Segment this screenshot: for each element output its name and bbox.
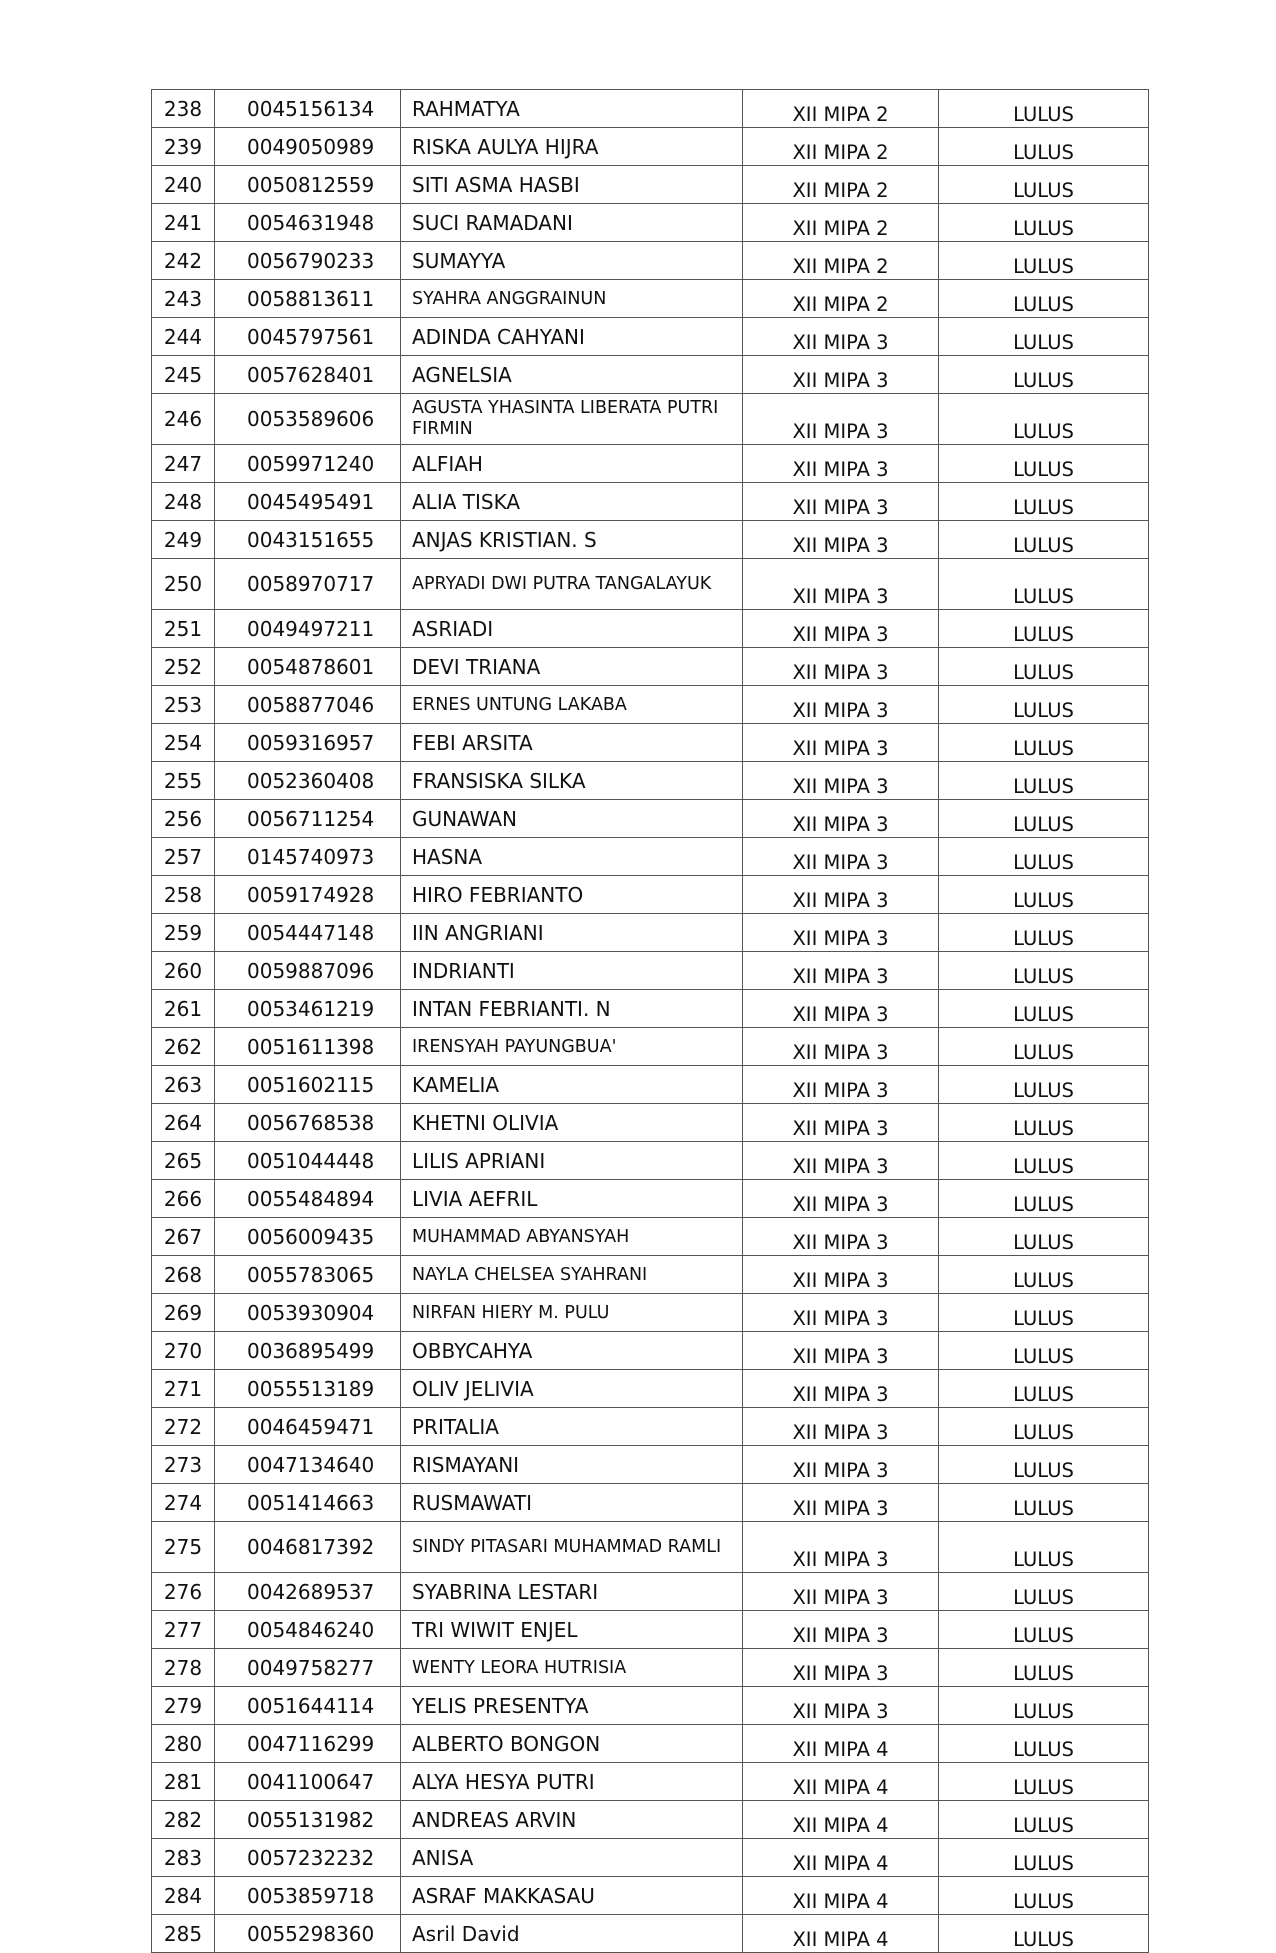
class-cell: XII MIPA 3 bbox=[743, 838, 939, 876]
table-row bbox=[152, 724, 1149, 762]
table-row bbox=[152, 1522, 1149, 1573]
result-cell: LULUS bbox=[939, 1294, 1149, 1332]
table-row bbox=[152, 914, 1149, 952]
class-cell: XII MIPA 3 bbox=[743, 1687, 939, 1725]
student-name-cell: GUNAWAN bbox=[401, 800, 743, 838]
result-cell: LULUS bbox=[939, 1370, 1149, 1408]
row-number-cell: 278 bbox=[152, 1649, 215, 1687]
row-number-cell: 270 bbox=[152, 1332, 215, 1370]
student-name-cell: KAMELIA bbox=[401, 1066, 743, 1104]
table-row bbox=[152, 1484, 1149, 1522]
student-name-cell: KHETNI OLIVIA bbox=[401, 1104, 743, 1142]
result-cell: LULUS bbox=[939, 1687, 1149, 1725]
student-name-cell: Asril David bbox=[401, 1915, 743, 1953]
table-row bbox=[152, 1294, 1149, 1332]
result-cell: LULUS bbox=[939, 1408, 1149, 1446]
class-cell: XII MIPA 2 bbox=[743, 166, 939, 204]
nisn-cell: 0054631948 bbox=[215, 204, 401, 242]
result-cell: LULUS bbox=[939, 1839, 1149, 1877]
table-row bbox=[152, 1142, 1149, 1180]
table-row bbox=[152, 166, 1149, 204]
table-row bbox=[152, 1332, 1149, 1370]
row-number-cell: 257 bbox=[152, 838, 215, 876]
row-number-cell: 247 bbox=[152, 445, 215, 483]
row-number-cell: 252 bbox=[152, 648, 215, 686]
nisn-cell: 0053461219 bbox=[215, 990, 401, 1028]
class-cell: XII MIPA 3 bbox=[743, 1256, 939, 1294]
class-cell: XII MIPA 3 bbox=[743, 521, 939, 559]
student-name-cell: NAYLA CHELSEA SYAHRANI bbox=[401, 1256, 743, 1294]
student-name-cell: SINDY PITASARI MUHAMMAD RAMLI bbox=[401, 1522, 743, 1573]
table-row bbox=[152, 990, 1149, 1028]
student-name-cell: SUCI RAMADANI bbox=[401, 204, 743, 242]
table-row bbox=[152, 1839, 1149, 1877]
student-name-cell: SYAHRA ANGGRAINUN bbox=[401, 280, 743, 318]
student-name-cell: IRENSYAH PAYUNGBUA' bbox=[401, 1028, 743, 1066]
row-number-cell: 254 bbox=[152, 724, 215, 762]
row-number-cell: 249 bbox=[152, 521, 215, 559]
class-cell: XII MIPA 3 bbox=[743, 762, 939, 800]
result-cell: LULUS bbox=[939, 1332, 1149, 1370]
row-number-cell: 246 bbox=[152, 394, 215, 445]
student-name-cell: NIRFAN HIERY M. PULU bbox=[401, 1294, 743, 1332]
table-row bbox=[152, 610, 1149, 648]
row-number-cell: 258 bbox=[152, 876, 215, 914]
nisn-cell: 0053930904 bbox=[215, 1294, 401, 1332]
row-number-cell: 245 bbox=[152, 356, 215, 394]
result-cell: LULUS bbox=[939, 1877, 1149, 1915]
nisn-cell: 0056790233 bbox=[215, 242, 401, 280]
table-row bbox=[152, 1256, 1149, 1294]
nisn-cell: 0055484894 bbox=[215, 1180, 401, 1218]
nisn-cell: 0049050989 bbox=[215, 128, 401, 166]
table-row bbox=[152, 483, 1149, 521]
row-number-cell: 269 bbox=[152, 1294, 215, 1332]
table-row bbox=[152, 800, 1149, 838]
student-name-cell: ALYA HESYA PUTRI bbox=[401, 1763, 743, 1801]
result-cell: LULUS bbox=[939, 356, 1149, 394]
table-row bbox=[152, 762, 1149, 800]
row-number-cell: 283 bbox=[152, 1839, 215, 1877]
result-cell: LULUS bbox=[939, 724, 1149, 762]
nisn-cell: 0047116299 bbox=[215, 1725, 401, 1763]
row-number-cell: 280 bbox=[152, 1725, 215, 1763]
nisn-cell: 0054447148 bbox=[215, 914, 401, 952]
table-row bbox=[152, 204, 1149, 242]
result-cell: LULUS bbox=[939, 990, 1149, 1028]
student-name-cell: ALFIAH bbox=[401, 445, 743, 483]
class-cell: XII MIPA 3 bbox=[743, 1180, 939, 1218]
class-cell: XII MIPA 3 bbox=[743, 1573, 939, 1611]
nisn-cell: 0051611398 bbox=[215, 1028, 401, 1066]
nisn-cell: 0056768538 bbox=[215, 1104, 401, 1142]
table-row bbox=[152, 1611, 1149, 1649]
row-number-cell: 260 bbox=[152, 952, 215, 990]
nisn-cell: 0059887096 bbox=[215, 952, 401, 990]
table-row bbox=[152, 394, 1149, 445]
table-row bbox=[152, 1370, 1149, 1408]
table-row bbox=[152, 1180, 1149, 1218]
result-cell: LULUS bbox=[939, 914, 1149, 952]
row-number-cell: 268 bbox=[152, 1256, 215, 1294]
class-cell: XII MIPA 4 bbox=[743, 1763, 939, 1801]
student-name-cell: TRI WIWIT ENJEL bbox=[401, 1611, 743, 1649]
nisn-cell: 0051644114 bbox=[215, 1687, 401, 1725]
table-row bbox=[152, 559, 1149, 610]
result-cell: LULUS bbox=[939, 1763, 1149, 1801]
row-number-cell: 253 bbox=[152, 686, 215, 724]
row-number-cell: 274 bbox=[152, 1484, 215, 1522]
student-name-cell: IIN ANGRIANI bbox=[401, 914, 743, 952]
table-row bbox=[152, 1763, 1149, 1801]
student-name-cell: RISKA AULYA HIJRA bbox=[401, 128, 743, 166]
student-name-cell: YELIS PRESENTYA bbox=[401, 1687, 743, 1725]
student-name-cell: RAHMATYA bbox=[401, 90, 743, 128]
student-name-cell: SITI ASMA HASBI bbox=[401, 166, 743, 204]
result-cell: LULUS bbox=[939, 1725, 1149, 1763]
class-cell: XII MIPA 3 bbox=[743, 1294, 939, 1332]
class-cell: XII MIPA 3 bbox=[743, 1104, 939, 1142]
class-cell: XII MIPA 4 bbox=[743, 1877, 939, 1915]
row-number-cell: 238 bbox=[152, 90, 215, 128]
row-number-cell: 241 bbox=[152, 204, 215, 242]
result-cell: LULUS bbox=[939, 1180, 1149, 1218]
nisn-cell: 0047134640 bbox=[215, 1446, 401, 1484]
table-row bbox=[152, 521, 1149, 559]
result-cell: LULUS bbox=[939, 800, 1149, 838]
student-name-cell: HIRO FEBRIANTO bbox=[401, 876, 743, 914]
nisn-cell: 0055298360 bbox=[215, 1915, 401, 1953]
class-cell: XII MIPA 3 bbox=[743, 1028, 939, 1066]
student-name-cell: INTAN FEBRIANTI. N bbox=[401, 990, 743, 1028]
table-row bbox=[152, 952, 1149, 990]
student-name-cell: MUHAMMAD ABYANSYAH bbox=[401, 1218, 743, 1256]
table-row bbox=[152, 838, 1149, 876]
student-name-cell: ERNES UNTUNG LAKABA bbox=[401, 686, 743, 724]
result-cell: LULUS bbox=[939, 1522, 1149, 1573]
result-cell: LULUS bbox=[939, 1446, 1149, 1484]
class-cell: XII MIPA 4 bbox=[743, 1915, 939, 1953]
result-cell: LULUS bbox=[939, 1801, 1149, 1839]
student-name-cell: ADINDA CAHYANI bbox=[401, 318, 743, 356]
student-name-cell: DEVI TRIANA bbox=[401, 648, 743, 686]
nisn-cell: 0050812559 bbox=[215, 166, 401, 204]
student-name-cell: SYABRINA LESTARI bbox=[401, 1573, 743, 1611]
row-number-cell: 251 bbox=[152, 610, 215, 648]
result-cell: LULUS bbox=[939, 445, 1149, 483]
row-number-cell: 284 bbox=[152, 1877, 215, 1915]
student-name-cell: HASNA bbox=[401, 838, 743, 876]
nisn-cell: 0057232232 bbox=[215, 1839, 401, 1877]
row-number-cell: 256 bbox=[152, 800, 215, 838]
table-row bbox=[152, 1066, 1149, 1104]
nisn-cell: 0053859718 bbox=[215, 1877, 401, 1915]
row-number-cell: 281 bbox=[152, 1763, 215, 1801]
student-name-cell: ALIA TISKA bbox=[401, 483, 743, 521]
table-row bbox=[152, 356, 1149, 394]
nisn-cell: 0054878601 bbox=[215, 648, 401, 686]
class-cell: XII MIPA 3 bbox=[743, 1611, 939, 1649]
student-name-cell: ALBERTO BONGON bbox=[401, 1725, 743, 1763]
row-number-cell: 265 bbox=[152, 1142, 215, 1180]
row-number-cell: 242 bbox=[152, 242, 215, 280]
student-name-cell: OLIV JELIVIA bbox=[401, 1370, 743, 1408]
class-cell: XII MIPA 3 bbox=[743, 876, 939, 914]
nisn-cell: 0051414663 bbox=[215, 1484, 401, 1522]
result-cell: LULUS bbox=[939, 204, 1149, 242]
nisn-cell: 0041100647 bbox=[215, 1763, 401, 1801]
result-cell: LULUS bbox=[939, 1142, 1149, 1180]
class-cell: XII MIPA 3 bbox=[743, 1142, 939, 1180]
class-cell: XII MIPA 3 bbox=[743, 952, 939, 990]
result-cell: LULUS bbox=[939, 394, 1149, 445]
result-cell: LULUS bbox=[939, 318, 1149, 356]
class-cell: XII MIPA 4 bbox=[743, 1725, 939, 1763]
table-row bbox=[152, 686, 1149, 724]
table-row bbox=[152, 1408, 1149, 1446]
class-cell: XII MIPA 3 bbox=[743, 318, 939, 356]
class-cell: XII MIPA 2 bbox=[743, 90, 939, 128]
student-name-cell: ANISA bbox=[401, 1839, 743, 1877]
table-row bbox=[152, 128, 1149, 166]
class-cell: XII MIPA 3 bbox=[743, 610, 939, 648]
result-cell: LULUS bbox=[939, 1066, 1149, 1104]
result-cell: LULUS bbox=[939, 1256, 1149, 1294]
class-cell: XII MIPA 3 bbox=[743, 1066, 939, 1104]
nisn-cell: 0058970717 bbox=[215, 559, 401, 610]
row-number-cell: 273 bbox=[152, 1446, 215, 1484]
table-body bbox=[152, 90, 1149, 1953]
nisn-cell: 0051044448 bbox=[215, 1142, 401, 1180]
row-number-cell: 262 bbox=[152, 1028, 215, 1066]
class-cell: XII MIPA 3 bbox=[743, 1218, 939, 1256]
nisn-cell: 0145740973 bbox=[215, 838, 401, 876]
class-cell: XII MIPA 2 bbox=[743, 128, 939, 166]
nisn-cell: 0057628401 bbox=[215, 356, 401, 394]
row-number-cell: 277 bbox=[152, 1611, 215, 1649]
nisn-cell: 0059174928 bbox=[215, 876, 401, 914]
row-number-cell: 264 bbox=[152, 1104, 215, 1142]
row-number-cell: 261 bbox=[152, 990, 215, 1028]
class-cell: XII MIPA 3 bbox=[743, 648, 939, 686]
result-cell: LULUS bbox=[939, 483, 1149, 521]
class-cell: XII MIPA 2 bbox=[743, 280, 939, 318]
result-cell: LULUS bbox=[939, 521, 1149, 559]
nisn-cell: 0058877046 bbox=[215, 686, 401, 724]
nisn-cell: 0059971240 bbox=[215, 445, 401, 483]
nisn-cell: 0049497211 bbox=[215, 610, 401, 648]
result-cell: LULUS bbox=[939, 559, 1149, 610]
result-cell: LULUS bbox=[939, 1915, 1149, 1953]
row-number-cell: 266 bbox=[152, 1180, 215, 1218]
row-number-cell: 239 bbox=[152, 128, 215, 166]
table-row bbox=[152, 1877, 1149, 1915]
table-row bbox=[152, 1573, 1149, 1611]
nisn-cell: 0056009435 bbox=[215, 1218, 401, 1256]
class-cell: XII MIPA 3 bbox=[743, 1484, 939, 1522]
nisn-cell: 0055131982 bbox=[215, 1801, 401, 1839]
graduation-table bbox=[151, 89, 1149, 1953]
student-name-cell: APRYADI DWI PUTRA TANGALAYUK bbox=[401, 559, 743, 610]
row-number-cell: 267 bbox=[152, 1218, 215, 1256]
class-cell: XII MIPA 3 bbox=[743, 800, 939, 838]
row-number-cell: 240 bbox=[152, 166, 215, 204]
result-cell: LULUS bbox=[939, 1104, 1149, 1142]
class-cell: XII MIPA 4 bbox=[743, 1839, 939, 1877]
row-number-cell: 275 bbox=[152, 1522, 215, 1573]
nisn-cell: 0054846240 bbox=[215, 1611, 401, 1649]
class-cell: XII MIPA 3 bbox=[743, 394, 939, 445]
nisn-cell: 0045495491 bbox=[215, 483, 401, 521]
result-cell: LULUS bbox=[939, 280, 1149, 318]
class-cell: XII MIPA 2 bbox=[743, 204, 939, 242]
row-number-cell: 285 bbox=[152, 1915, 215, 1953]
student-name-cell: LIVIA AEFRIL bbox=[401, 1180, 743, 1218]
result-cell: LULUS bbox=[939, 610, 1149, 648]
class-cell: XII MIPA 3 bbox=[743, 1370, 939, 1408]
class-cell: XII MIPA 3 bbox=[743, 356, 939, 394]
nisn-cell: 0042689537 bbox=[215, 1573, 401, 1611]
student-name-cell: ANDREAS ARVIN bbox=[401, 1801, 743, 1839]
table-row bbox=[152, 1649, 1149, 1687]
result-cell: LULUS bbox=[939, 242, 1149, 280]
row-number-cell: 255 bbox=[152, 762, 215, 800]
result-cell: LULUS bbox=[939, 166, 1149, 204]
student-name-cell: ASRAF MAKKASAU bbox=[401, 1877, 743, 1915]
row-number-cell: 243 bbox=[152, 280, 215, 318]
class-cell: XII MIPA 4 bbox=[743, 1801, 939, 1839]
result-cell: LULUS bbox=[939, 876, 1149, 914]
table-row bbox=[152, 876, 1149, 914]
nisn-cell: 0046817392 bbox=[215, 1522, 401, 1573]
student-name-cell: INDRIANTI bbox=[401, 952, 743, 990]
table-row bbox=[152, 1446, 1149, 1484]
nisn-cell: 0036895499 bbox=[215, 1332, 401, 1370]
table-row bbox=[152, 318, 1149, 356]
table-row bbox=[152, 1104, 1149, 1142]
result-cell: LULUS bbox=[939, 1218, 1149, 1256]
row-number-cell: 259 bbox=[152, 914, 215, 952]
table-row bbox=[152, 90, 1149, 128]
class-cell: XII MIPA 3 bbox=[743, 1408, 939, 1446]
nisn-cell: 0053589606 bbox=[215, 394, 401, 445]
row-number-cell: 276 bbox=[152, 1573, 215, 1611]
student-name-cell: OBBYCAHYA bbox=[401, 1332, 743, 1370]
result-cell: LULUS bbox=[939, 90, 1149, 128]
row-number-cell: 248 bbox=[152, 483, 215, 521]
result-cell: LULUS bbox=[939, 128, 1149, 166]
row-number-cell: 282 bbox=[152, 1801, 215, 1839]
class-cell: XII MIPA 3 bbox=[743, 1332, 939, 1370]
class-cell: XII MIPA 3 bbox=[743, 445, 939, 483]
student-name-cell: AGNELSIA bbox=[401, 356, 743, 394]
table-row bbox=[152, 648, 1149, 686]
table-row bbox=[152, 1687, 1149, 1725]
nisn-cell: 0049758277 bbox=[215, 1649, 401, 1687]
class-cell: XII MIPA 3 bbox=[743, 914, 939, 952]
nisn-cell: 0045797561 bbox=[215, 318, 401, 356]
student-name-cell: FRANSISKA SILKA bbox=[401, 762, 743, 800]
student-name-cell: RISMAYANI bbox=[401, 1446, 743, 1484]
nisn-cell: 0045156134 bbox=[215, 90, 401, 128]
student-name-cell: RUSMAWATI bbox=[401, 1484, 743, 1522]
student-name-cell: LILIS APRIANI bbox=[401, 1142, 743, 1180]
row-number-cell: 263 bbox=[152, 1066, 215, 1104]
row-number-cell: 244 bbox=[152, 318, 215, 356]
result-cell: LULUS bbox=[939, 686, 1149, 724]
result-cell: LULUS bbox=[939, 1649, 1149, 1687]
nisn-cell: 0056711254 bbox=[215, 800, 401, 838]
student-name-cell: AGUSTA YHASINTA LIBERATA PUTRI FIRMIN bbox=[401, 394, 743, 445]
row-number-cell: 271 bbox=[152, 1370, 215, 1408]
result-cell: LULUS bbox=[939, 648, 1149, 686]
result-cell: LULUS bbox=[939, 1611, 1149, 1649]
nisn-cell: 0058813611 bbox=[215, 280, 401, 318]
class-cell: XII MIPA 3 bbox=[743, 1446, 939, 1484]
class-cell: XII MIPA 3 bbox=[743, 990, 939, 1028]
class-cell: XII MIPA 3 bbox=[743, 559, 939, 610]
class-cell: XII MIPA 3 bbox=[743, 1522, 939, 1573]
result-cell: LULUS bbox=[939, 838, 1149, 876]
nisn-cell: 0043151655 bbox=[215, 521, 401, 559]
table-row bbox=[152, 1218, 1149, 1256]
result-cell: LULUS bbox=[939, 1573, 1149, 1611]
table-row bbox=[152, 280, 1149, 318]
result-cell: LULUS bbox=[939, 952, 1149, 990]
class-cell: XII MIPA 3 bbox=[743, 483, 939, 521]
student-name-cell: ANJAS KRISTIAN. S bbox=[401, 521, 743, 559]
nisn-cell: 0055783065 bbox=[215, 1256, 401, 1294]
class-cell: XII MIPA 3 bbox=[743, 724, 939, 762]
table-row bbox=[152, 1028, 1149, 1066]
nisn-cell: 0052360408 bbox=[215, 762, 401, 800]
student-name-cell: WENTY LEORA HUTRISIA bbox=[401, 1649, 743, 1687]
table-row bbox=[152, 445, 1149, 483]
result-cell: LULUS bbox=[939, 1028, 1149, 1066]
table-row bbox=[152, 1801, 1149, 1839]
row-number-cell: 250 bbox=[152, 559, 215, 610]
result-cell: LULUS bbox=[939, 762, 1149, 800]
student-name-cell: SUMAYYA bbox=[401, 242, 743, 280]
student-name-cell: FEBI ARSITA bbox=[401, 724, 743, 762]
row-number-cell: 272 bbox=[152, 1408, 215, 1446]
table-row bbox=[152, 1725, 1149, 1763]
class-cell: XII MIPA 3 bbox=[743, 1649, 939, 1687]
nisn-cell: 0059316957 bbox=[215, 724, 401, 762]
row-number-cell: 279 bbox=[152, 1687, 215, 1725]
class-cell: XII MIPA 3 bbox=[743, 686, 939, 724]
student-name-cell: PRITALIA bbox=[401, 1408, 743, 1446]
nisn-cell: 0055513189 bbox=[215, 1370, 401, 1408]
table-row bbox=[152, 1915, 1149, 1953]
result-cell: LULUS bbox=[939, 1484, 1149, 1522]
class-cell: XII MIPA 2 bbox=[743, 242, 939, 280]
nisn-cell: 0046459471 bbox=[215, 1408, 401, 1446]
table-row bbox=[152, 242, 1149, 280]
student-name-cell: ASRIADI bbox=[401, 610, 743, 648]
nisn-cell: 0051602115 bbox=[215, 1066, 401, 1104]
